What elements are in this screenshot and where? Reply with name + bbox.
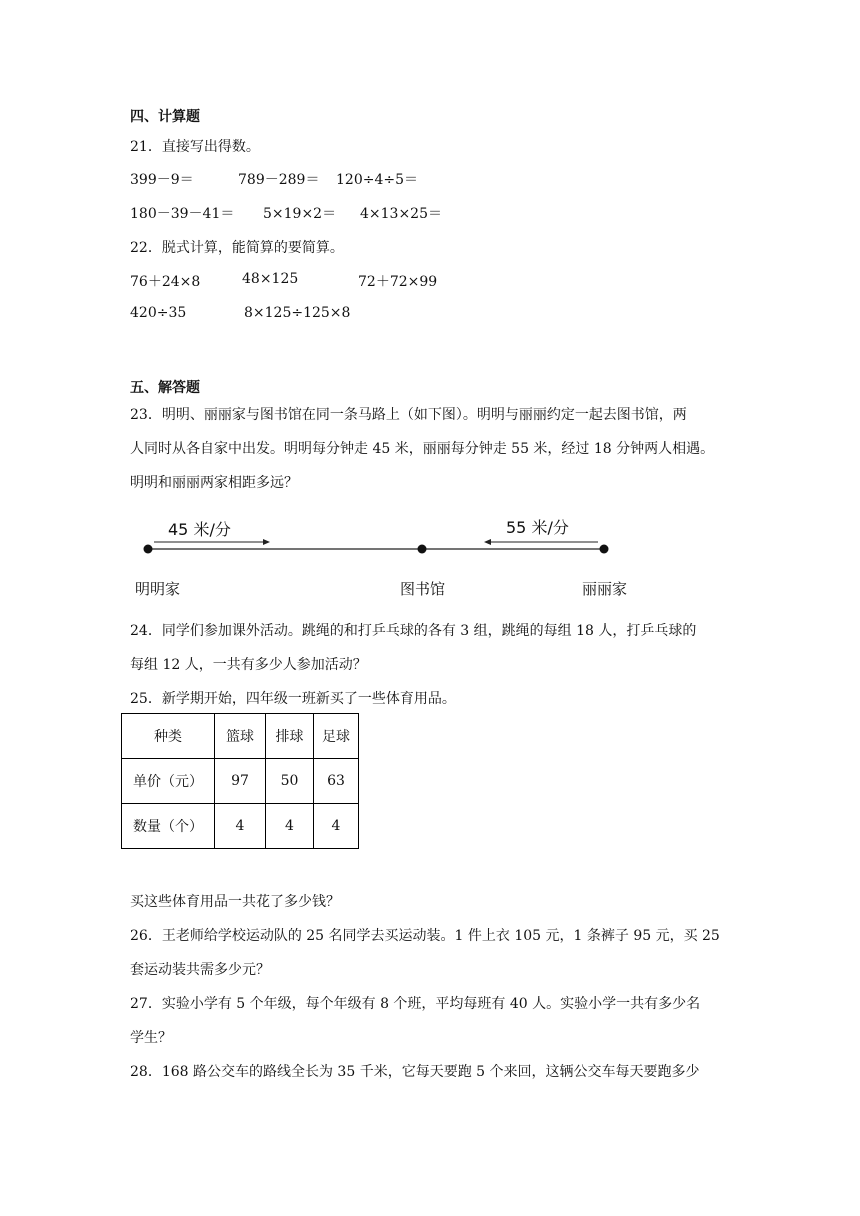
calc-item: 48×125 [242, 271, 299, 287]
table-cell: 97 [215, 759, 266, 804]
question-25-prompt: 25．新学期开始，四年级一班新买了一些体育用品。 [130, 691, 456, 707]
right-arrowhead [484, 539, 491, 545]
table-header-cell: 排球 [266, 714, 314, 759]
left-speed-label: 45 米/分 [168, 520, 231, 539]
question-25-question: 买这些体育用品一共花了多少钱？ [130, 894, 340, 910]
question-23-line: 明明和丽丽两家相距多远？ [130, 475, 298, 491]
calc-item: 180－39－41＝ [130, 206, 235, 222]
table-cell: 4 [314, 804, 359, 849]
question-28-line: 28．168 路公交车的路线全长为 35 千米，它每天要跑 5 个来回，这辆公交车每天要跑多少 [130, 1064, 700, 1080]
calc-item: 76＋24×8 [130, 274, 201, 290]
supplies-table [121, 713, 359, 849]
table-cell: 数量（个） [122, 804, 215, 849]
table-cell: 63 [314, 759, 359, 804]
calc-item: 789－289＝ [238, 172, 320, 188]
table-row [122, 759, 359, 804]
question-24-line: 每组 12 人，一共有多少人参加活动？ [130, 657, 367, 673]
table-header-cell: 足球 [314, 714, 359, 759]
table-header-cell: 篮球 [215, 714, 266, 759]
calc-item: 120÷4÷5＝ [336, 172, 418, 188]
table-header-row [122, 714, 359, 759]
library-label: 图书馆 [400, 580, 446, 598]
lili-home-dot [600, 545, 609, 554]
table-cell: 4 [266, 804, 314, 849]
question-23-line: 人同时从各自家中出发。明明每分钟走 45 米，丽丽每分钟走 55 米，经过 18 分钟两人相遇。 [130, 441, 715, 457]
question-26-line: 26．王老师给学校运动队的 25 名同学去买运动装。1 件上衣 105 元，1 条裤子 95 元，买 25 [130, 928, 720, 944]
question-27-line: 27．实验小学有 5 个年级，每个年级有 8 个班，平均每班有 40 人。实验小学一共有多少名 [130, 996, 701, 1012]
question-22-prompt: 22．脱式计算，能简算的要简算。 [130, 240, 344, 256]
lili-home-label: 丽丽家 [582, 580, 628, 598]
table-row [122, 804, 359, 849]
calc-item: 420÷35 [130, 305, 187, 321]
section-4-heading: 四、计算题 [130, 109, 200, 125]
table-cell: 单价（元） [122, 759, 215, 804]
question-24-line: 24．同学们参加课外活动。跳绳的和打乒乓球的各有 3 组，跳绳的每组 18 人，打乒乓球的 [130, 623, 697, 639]
left-arrowhead [263, 539, 270, 545]
right-speed-label: 55 米/分 [506, 518, 569, 537]
calc-item: 5×19×2＝ [263, 206, 337, 222]
question-26-line: 套运动装共需多少元？ [130, 962, 270, 978]
question-23-line: 23．明明、丽丽家与图书馆在同一条马路上（如下图）。明明与丽丽约定一起去图书馆，两 [130, 407, 687, 423]
calc-item: 399－9＝ [130, 172, 194, 188]
mingming-home-dot [144, 545, 153, 554]
section-5-heading: 五、解答题 [130, 380, 200, 396]
calc-item: 4×13×25＝ [360, 206, 442, 222]
question-27-line: 学生？ [130, 1030, 172, 1046]
table-header-cell: 种类 [122, 714, 215, 759]
mingming-home-label: 明明家 [135, 580, 181, 598]
library-dot [418, 545, 427, 554]
calc-item: 8×125÷125×8 [244, 305, 351, 321]
table-cell: 4 [215, 804, 266, 849]
calc-item: 72＋72×99 [358, 274, 438, 290]
question-21-prompt: 21．直接写出得数。 [130, 139, 260, 155]
table-cell: 50 [266, 759, 314, 804]
